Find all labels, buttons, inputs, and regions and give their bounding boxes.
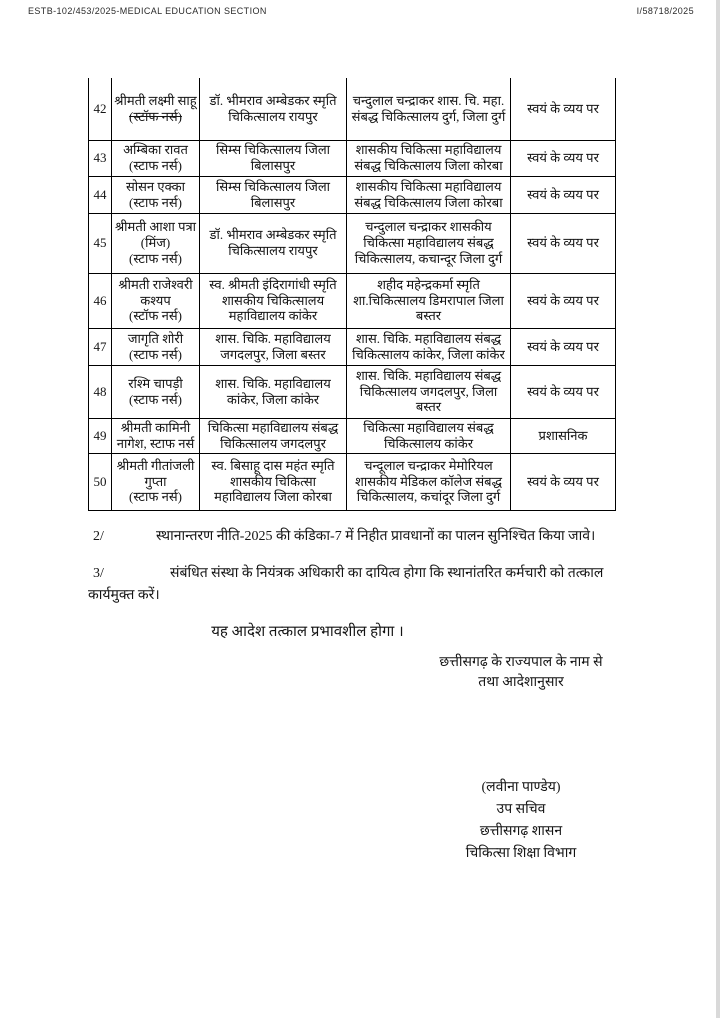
- serial-cell: 42: [89, 78, 112, 140]
- serial-cell: 46: [89, 273, 112, 328]
- employee-designation: (स्टॉफ नर्स): [129, 108, 182, 124]
- authority-line-2: तथा आदेशानुसार: [478, 674, 564, 690]
- from-institution-cell: शास. चिकि. महाविद्यालय कांकेर, जिला कांकेर: [200, 365, 347, 418]
- table-row: [89, 273, 616, 328]
- employee-designation: (स्टाफ नर्स): [129, 346, 182, 362]
- serial-cell: 48: [89, 365, 112, 418]
- to-institution-cell: चन्दुलाल चन्द्राकर शासकीय चिकित्सा महाविद्यालय संबद्ध चिकित्सालय, कचान्दूर जिला दुर्ग: [347, 213, 511, 273]
- name-cell: [112, 453, 200, 510]
- employee-designation: (स्टाफ नर्स): [129, 250, 182, 266]
- employee-name: श्रीमती गीतांजली गुप्ता: [116, 457, 195, 489]
- table-row: [89, 213, 616, 273]
- authority-block: [418, 653, 624, 693]
- employee-designation: (स्टॉफ नर्स): [129, 308, 182, 324]
- remark-cell: स्वयं के व्यय पर: [511, 365, 616, 418]
- name-cell: [112, 213, 200, 273]
- from-institution-cell: सिम्स चिकित्सालय जिला बिलासपुर: [200, 140, 347, 176]
- employee-name: जागृति शोरी: [127, 330, 184, 346]
- paragraph-2: [88, 526, 615, 548]
- employee-designation: (स्टाफ नर्स): [129, 158, 182, 173]
- serial-cell: 43: [89, 140, 112, 176]
- employee-designation: (स्टाफ नर्स): [129, 194, 182, 210]
- document-content: [88, 78, 615, 865]
- name-cell: [112, 328, 200, 365]
- from-institution-cell: डॉ. भीमराव अम्बेडकर स्मृति चिकित्सालय रायपुर: [200, 213, 347, 273]
- remark-cell: स्वयं के व्यय पर: [511, 140, 616, 176]
- paragraph-2-number: 2/: [93, 528, 104, 544]
- to-institution-cell: चिकित्सा महाविद्यालय संबद्ध चिकित्सालय कांकेर: [347, 418, 511, 453]
- serial-cell: 50: [89, 453, 112, 510]
- name-cell: [112, 418, 200, 453]
- to-institution-cell: शासकीय चिकित्सा महाविद्यालय संबद्ध चिकित्सालय जिला कोरबा: [347, 176, 511, 213]
- employee-name: रश्मि चापड़ी: [128, 375, 183, 391]
- paragraph-3-text: संबंधित संस्था के नियंत्रक अधिकारी का दायित्व होगा कि स्थानांतरित कर्मचारी को तत्काल कार्यमुक्त करें।: [88, 565, 604, 603]
- paragraph-2-text: स्थानान्तरण नीति-2025 की कंडिका-7 में निहीत प्रावधानों का पालन सुनिश्चित किया जावे।: [156, 528, 596, 544]
- to-institution-cell: शासकीय चिकित्सा महाविद्यालय संबद्ध चिकित्सालय जिला कोरबा: [347, 140, 511, 176]
- transfer-table: [88, 78, 616, 511]
- table-row: [89, 176, 616, 213]
- remark-cell: स्वयं के व्यय पर: [511, 273, 616, 328]
- name-cell: [112, 273, 200, 328]
- from-institution-cell: शास. चिकि. महाविद्यालय जगदलपुर, जिला बस्तर: [200, 328, 347, 365]
- transfer-table-body: [89, 78, 616, 510]
- table-row: [89, 365, 616, 418]
- serial-cell: 45: [89, 213, 112, 273]
- table-row: [89, 453, 616, 510]
- scan-edge-artifact: [716, 0, 720, 1018]
- remark-cell: स्वयं के व्यय पर: [511, 453, 616, 510]
- table-row: [89, 418, 616, 453]
- signatory-government: छत्तीसगढ़ शासन: [479, 823, 563, 839]
- table-row: [89, 140, 616, 176]
- header-file-number: ESTB-102/453/2025-MEDICAL EDUCATION SECTION: [28, 6, 267, 16]
- name-cell: [112, 365, 200, 418]
- signatory-department: चिकित्सा शिक्षा विभाग: [465, 845, 577, 861]
- name-cell: [112, 176, 200, 213]
- to-institution-cell: शहीद महेन्द्रकर्मा स्मृति शा.चिकित्सालय डिमरापाल जिला बस्तर: [347, 273, 511, 328]
- employee-name: श्रीमती लक्ष्मी साहू: [114, 92, 197, 108]
- order-effective-line: यह आदेश तत्काल प्रभावशील होगा ।: [211, 623, 404, 640]
- from-institution-cell: सिम्स चिकित्सालय जिला बिलासपुर: [200, 176, 347, 213]
- employee-name: श्रीमती कामिनी नागेश, स्टाफ नर्स: [116, 419, 195, 451]
- remark-cell: प्रशासनिक: [511, 418, 616, 453]
- employee-name: श्रीमती राजेश्वरी कश्यप: [118, 276, 193, 308]
- serial-cell: 49: [89, 418, 112, 453]
- to-institution-cell: चन्दूलाल चन्द्राकर मेमोरियल शासकीय मेडिकल कॉलेज संबद्ध चिकित्सालय, कचांदूर जिला दुर्ग: [347, 453, 511, 510]
- from-institution-cell: चिकित्सा महाविद्यालय संबद्ध चिकित्सालय जगदलपुर: [200, 418, 347, 453]
- from-institution-cell: डॉ. भीमराव अम्बेडकर स्मृति चिकित्सालय रायपुर: [200, 78, 347, 140]
- signatory-name: (लवीना पाण्डेय): [481, 779, 561, 795]
- remark-cell: स्वयं के व्यय पर: [511, 78, 616, 140]
- page-header: [28, 6, 694, 16]
- to-institution-cell: चन्दुलाल चन्द्राकर शास. चि. महा. संबद्ध चिकित्सालय दुर्ग, जिला दुर्ग: [347, 78, 511, 140]
- to-institution-cell: शास. चिकि. महाविद्यालय संबद्ध चिकित्सालय कांकेर, जिला कांकेर: [347, 328, 511, 365]
- to-institution-cell: शास. चिकि. महाविद्यालय संबद्ध चिकित्सालय जगदलपुर, जिला बस्तर: [347, 365, 511, 418]
- remark-cell: स्वयं के व्यय पर: [511, 176, 616, 213]
- employee-designation: (स्टाफ नर्स): [129, 391, 182, 407]
- serial-cell: 44: [89, 176, 112, 213]
- table-row: [89, 328, 616, 365]
- employee-designation: (स्टाफ नर्स): [129, 489, 182, 505]
- from-institution-cell: स्व. श्रीमती इंदिरागांधी स्मृति शासकीय चिकित्सालय महाविद्यालय कांकेर: [200, 273, 347, 328]
- signature-block: [410, 777, 632, 865]
- authority-line-1: छत्तीसगढ़ के राज्यपाल के नाम से: [439, 654, 603, 670]
- remark-cell: स्वयं के व्यय पर: [511, 328, 616, 365]
- serial-cell: 47: [89, 328, 112, 365]
- paragraph-3: [88, 563, 615, 607]
- remark-cell: स्वयं के व्यय पर: [511, 213, 616, 273]
- employee-name: श्रीमती आशा पत्रा (मिंज): [114, 219, 197, 251]
- from-institution-cell: स्व. बिसाहू दास महंत स्मृति शासकीय चिकित्सा महाविद्यालय जिला कोरबा: [200, 453, 347, 510]
- name-cell: [112, 78, 200, 140]
- name-cell: [112, 140, 200, 176]
- table-row: [89, 78, 616, 140]
- signatory-designation: उप सचिव: [496, 801, 546, 817]
- header-doc-id: I/58718/2025: [636, 6, 694, 16]
- employee-name: अम्बिका रावत: [123, 142, 188, 158]
- employee-name: सोसन एक्का: [125, 178, 186, 194]
- paragraph-3-number: 3/: [93, 565, 104, 581]
